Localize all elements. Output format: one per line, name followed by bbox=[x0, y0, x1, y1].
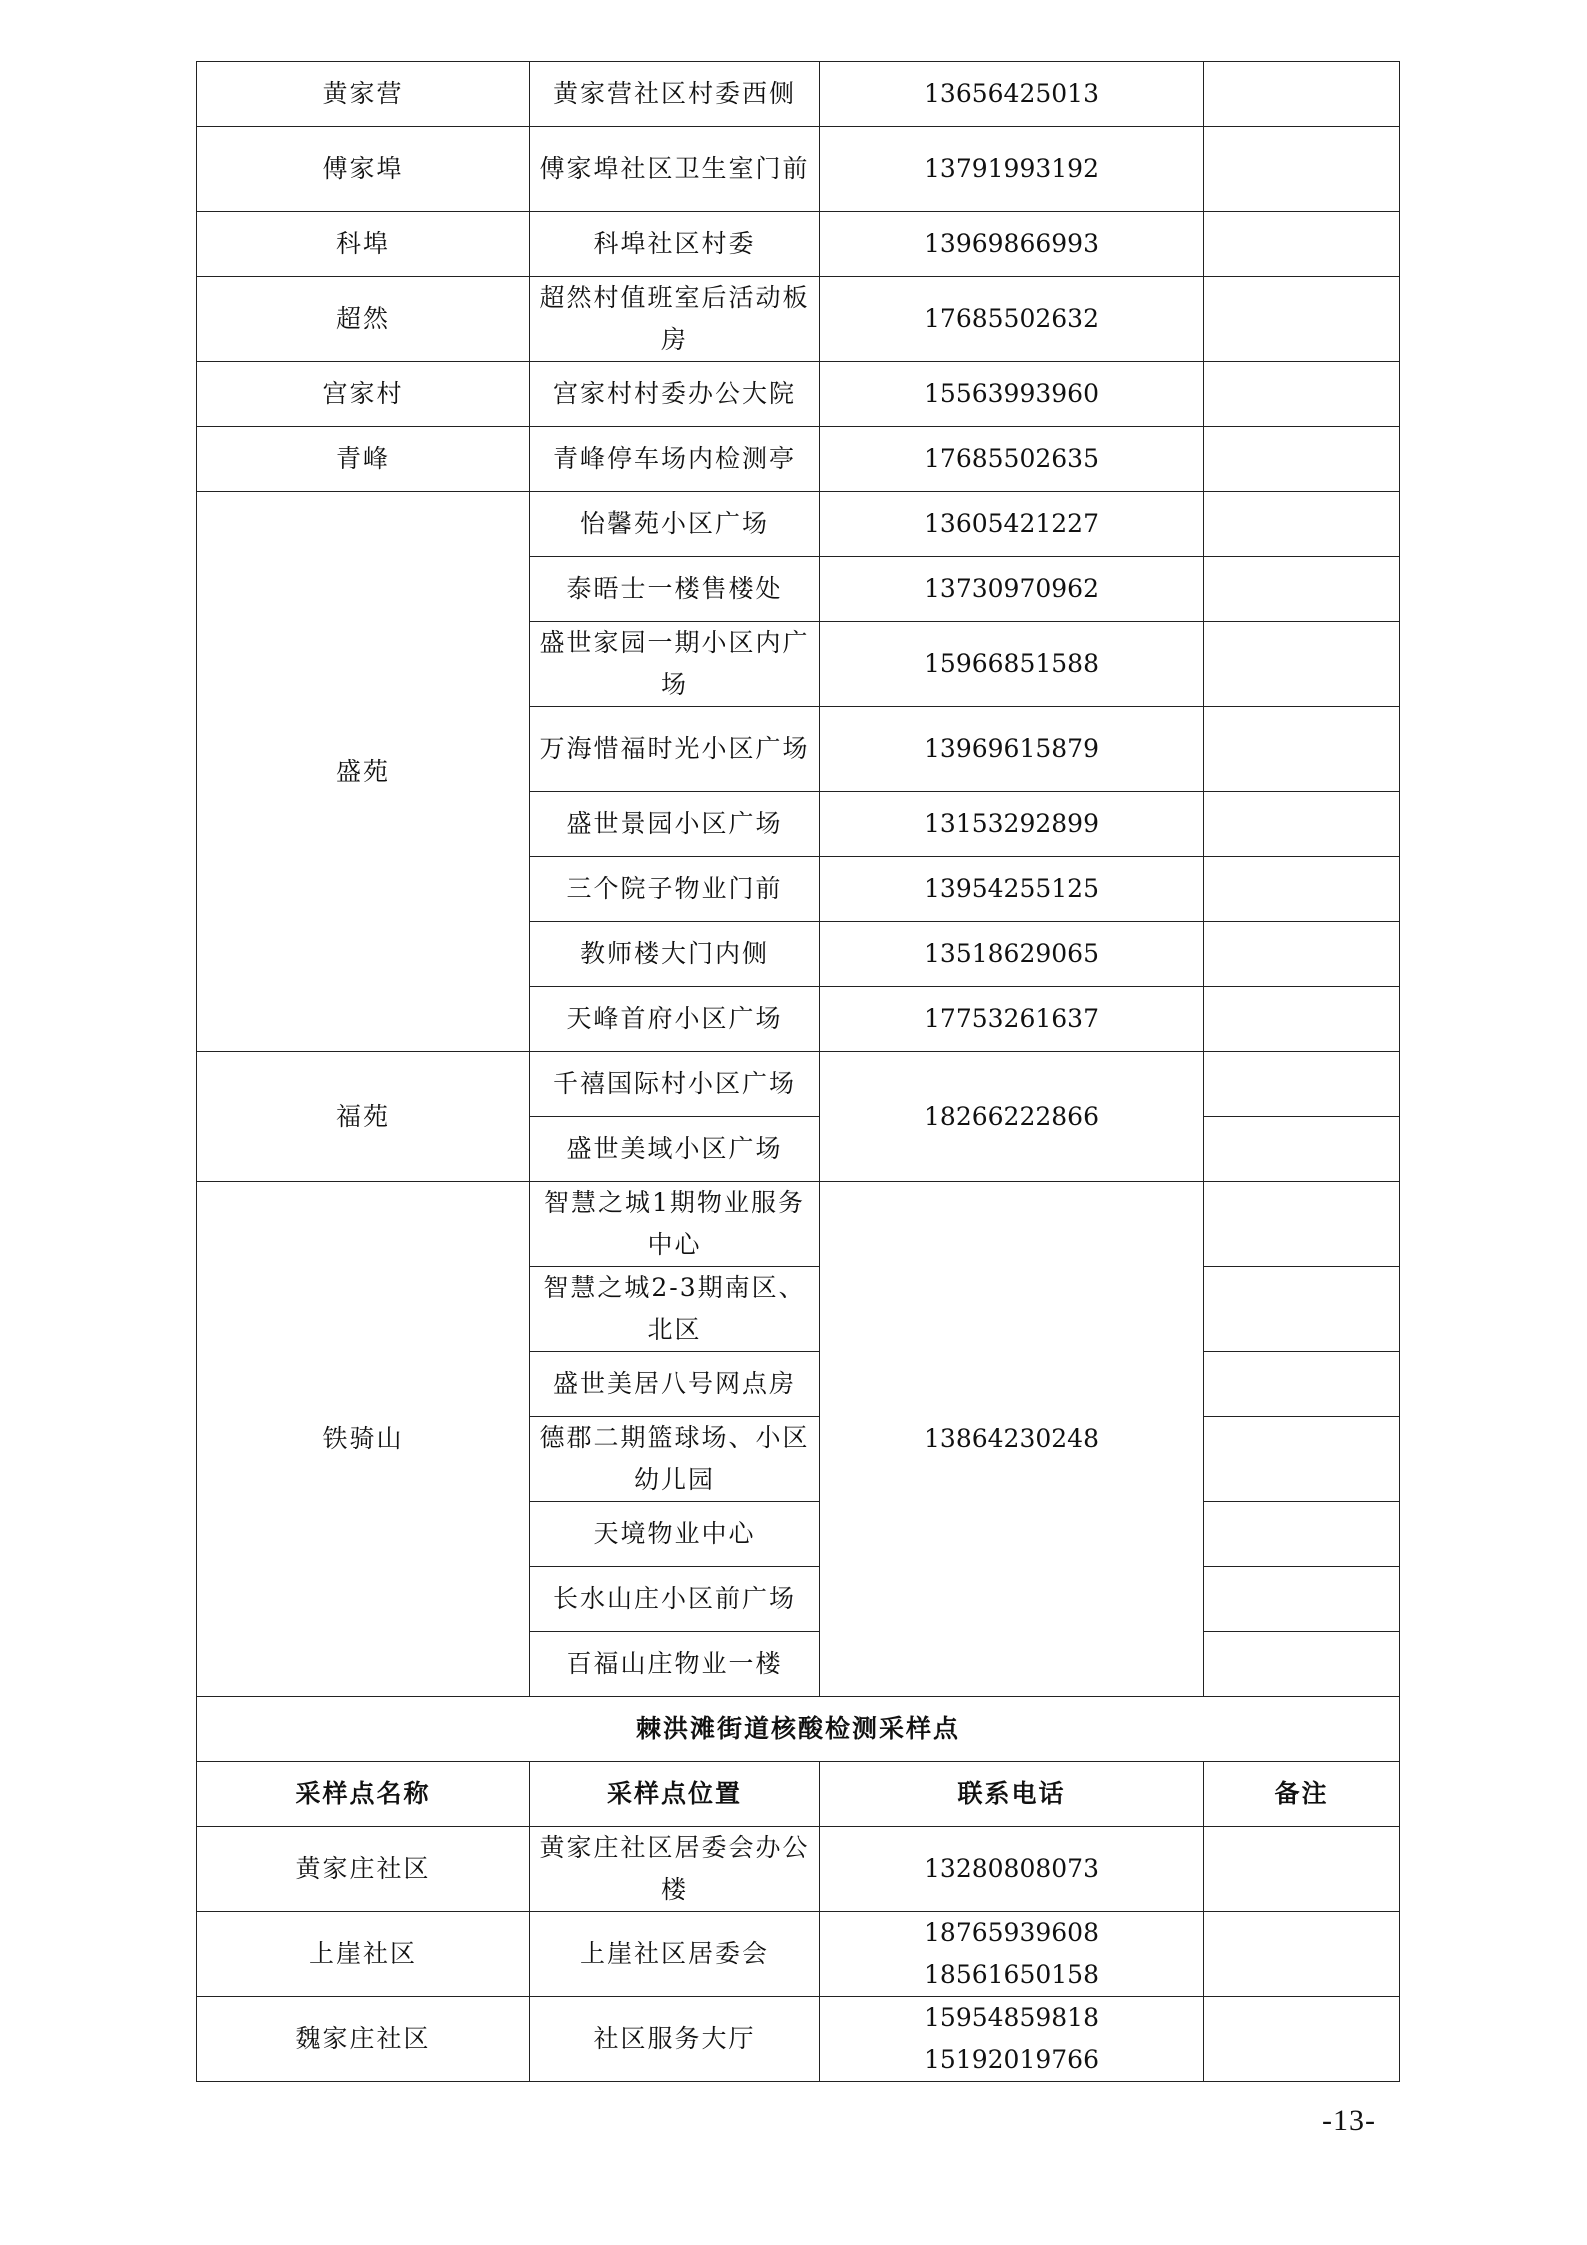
site-phone: 17685502635 bbox=[820, 427, 1204, 492]
site-note bbox=[1204, 1567, 1400, 1632]
site-location: 长水山庄小区前广场 bbox=[530, 1567, 820, 1632]
site-location: 万海惜福时光小区广场 bbox=[530, 707, 820, 792]
site-note bbox=[1204, 1827, 1400, 1912]
site-note bbox=[1204, 212, 1400, 277]
site-phone: 13605421227 bbox=[820, 492, 1204, 557]
table-row bbox=[197, 127, 1400, 212]
site-note bbox=[1204, 557, 1400, 622]
header-note: 备注 bbox=[1204, 1762, 1400, 1827]
site-phone: 15966851588 bbox=[820, 622, 1204, 707]
site-location: 宫家村村委办公大院 bbox=[530, 362, 820, 427]
site-note bbox=[1204, 127, 1400, 212]
site-location: 黄家庄社区居委会办公楼 bbox=[530, 1827, 820, 1912]
site-note bbox=[1204, 1267, 1400, 1352]
site-name: 超然 bbox=[197, 277, 530, 362]
site-location: 三个院子物业门前 bbox=[530, 857, 820, 922]
site-note bbox=[1204, 1912, 1400, 1997]
header-row bbox=[197, 1762, 1400, 1827]
site-note bbox=[1204, 427, 1400, 492]
site-note bbox=[1204, 792, 1400, 857]
header-phone: 联系电话 bbox=[820, 1762, 1204, 1827]
site-phone: 13153292899 bbox=[820, 792, 1204, 857]
site-name: 宫家村 bbox=[197, 362, 530, 427]
group-phone-fuyuan: 18266222866 bbox=[820, 1052, 1204, 1182]
table-row bbox=[197, 277, 1400, 362]
site-location: 教师楼大门内侧 bbox=[530, 922, 820, 987]
site-name: 黄家庄社区 bbox=[197, 1827, 530, 1912]
site-note bbox=[1204, 707, 1400, 792]
site-note bbox=[1204, 362, 1400, 427]
site-location: 盛世美居八号网点房 bbox=[530, 1352, 820, 1417]
site-location: 智慧之城1期物业服务中心 bbox=[530, 1182, 820, 1267]
section-title-row bbox=[197, 1697, 1400, 1762]
table-row bbox=[197, 1052, 1400, 1117]
header-name: 采样点名称 bbox=[197, 1762, 530, 1827]
site-phone: 17753261637 bbox=[820, 987, 1204, 1052]
site-phone: 13954255125 bbox=[820, 857, 1204, 922]
table-row bbox=[197, 1182, 1400, 1267]
site-note bbox=[1204, 1502, 1400, 1567]
site-note bbox=[1204, 987, 1400, 1052]
site-location: 怡馨苑小区广场 bbox=[530, 492, 820, 557]
site-phone: 13280808073 bbox=[820, 1827, 1204, 1912]
site-location: 超然村值班室后活动板房 bbox=[530, 277, 820, 362]
site-phone bbox=[820, 1912, 1204, 1997]
site-location: 科埠社区村委 bbox=[530, 212, 820, 277]
site-note bbox=[1204, 1352, 1400, 1417]
table-row bbox=[197, 1997, 1400, 2082]
site-location: 德郡二期篮球场、小区幼儿园 bbox=[530, 1417, 820, 1502]
group-name-shengyuan: 盛苑 bbox=[197, 492, 530, 1052]
site-phone bbox=[820, 1997, 1204, 2082]
table-row bbox=[197, 1827, 1400, 1912]
phone-line: 15954859818 bbox=[924, 2003, 1099, 2032]
site-location: 黄家营社区村委西侧 bbox=[530, 62, 820, 127]
site-name: 上崖社区 bbox=[197, 1912, 530, 1997]
group-phone-tieqishan: 13864230248 bbox=[820, 1182, 1204, 1697]
site-note bbox=[1204, 622, 1400, 707]
section-title: 棘洪滩街道核酸检测采样点 bbox=[197, 1697, 1400, 1762]
group-name-tieqishan: 铁骑山 bbox=[197, 1182, 530, 1697]
site-note bbox=[1204, 857, 1400, 922]
table-row bbox=[197, 492, 1400, 557]
site-note bbox=[1204, 1052, 1400, 1117]
site-phone: 13969866993 bbox=[820, 212, 1204, 277]
table-row bbox=[197, 1912, 1400, 1997]
table-row bbox=[197, 62, 1400, 127]
phone-line: 18561650158 bbox=[924, 1960, 1099, 1989]
site-name: 黄家营 bbox=[197, 62, 530, 127]
site-location: 智慧之城2-3期南区、北区 bbox=[530, 1267, 820, 1352]
site-phone: 13969615879 bbox=[820, 707, 1204, 792]
site-location: 百福山庄物业一楼 bbox=[530, 1632, 820, 1697]
table-row bbox=[197, 427, 1400, 492]
table-row bbox=[197, 212, 1400, 277]
site-phone: 13791993192 bbox=[820, 127, 1204, 212]
phone-line: 18765939608 bbox=[924, 1918, 1099, 1947]
site-note bbox=[1204, 922, 1400, 987]
site-note bbox=[1204, 492, 1400, 557]
site-name: 青峰 bbox=[197, 427, 530, 492]
site-location: 天峰首府小区广场 bbox=[530, 987, 820, 1052]
site-location: 泰晤士一楼售楼处 bbox=[530, 557, 820, 622]
site-phone: 17685502632 bbox=[820, 277, 1204, 362]
site-name: 魏家庄社区 bbox=[197, 1997, 530, 2082]
site-note bbox=[1204, 277, 1400, 362]
site-note bbox=[1204, 1632, 1400, 1697]
site-location: 盛世美域小区广场 bbox=[530, 1117, 820, 1182]
sampling-sites-table bbox=[196, 61, 1400, 2082]
site-note bbox=[1204, 1997, 1400, 2082]
phone-line: 15192019766 bbox=[924, 2045, 1099, 2074]
page-number: -13- bbox=[1322, 2104, 1376, 2137]
site-name: 傅家埠 bbox=[197, 127, 530, 212]
site-note bbox=[1204, 62, 1400, 127]
site-phone: 13730970962 bbox=[820, 557, 1204, 622]
header-location: 采样点位置 bbox=[530, 1762, 820, 1827]
site-phone: 15563993960 bbox=[820, 362, 1204, 427]
site-location: 天境物业中心 bbox=[530, 1502, 820, 1567]
site-location: 盛世家园一期小区内广场 bbox=[530, 622, 820, 707]
table-row bbox=[197, 362, 1400, 427]
site-location: 傅家埠社区卫生室门前 bbox=[530, 127, 820, 212]
group-name-fuyuan: 福苑 bbox=[197, 1052, 530, 1182]
site-name: 科埠 bbox=[197, 212, 530, 277]
site-phone: 13656425013 bbox=[820, 62, 1204, 127]
site-note bbox=[1204, 1117, 1400, 1182]
site-location: 千禧国际村小区广场 bbox=[530, 1052, 820, 1117]
site-location: 盛世景园小区广场 bbox=[530, 792, 820, 857]
site-note bbox=[1204, 1417, 1400, 1502]
site-location: 社区服务大厅 bbox=[530, 1997, 820, 2082]
site-phone: 13518629065 bbox=[820, 922, 1204, 987]
site-note bbox=[1204, 1182, 1400, 1267]
site-location: 上崖社区居委会 bbox=[530, 1912, 820, 1997]
site-location: 青峰停车场内检测亭 bbox=[530, 427, 820, 492]
